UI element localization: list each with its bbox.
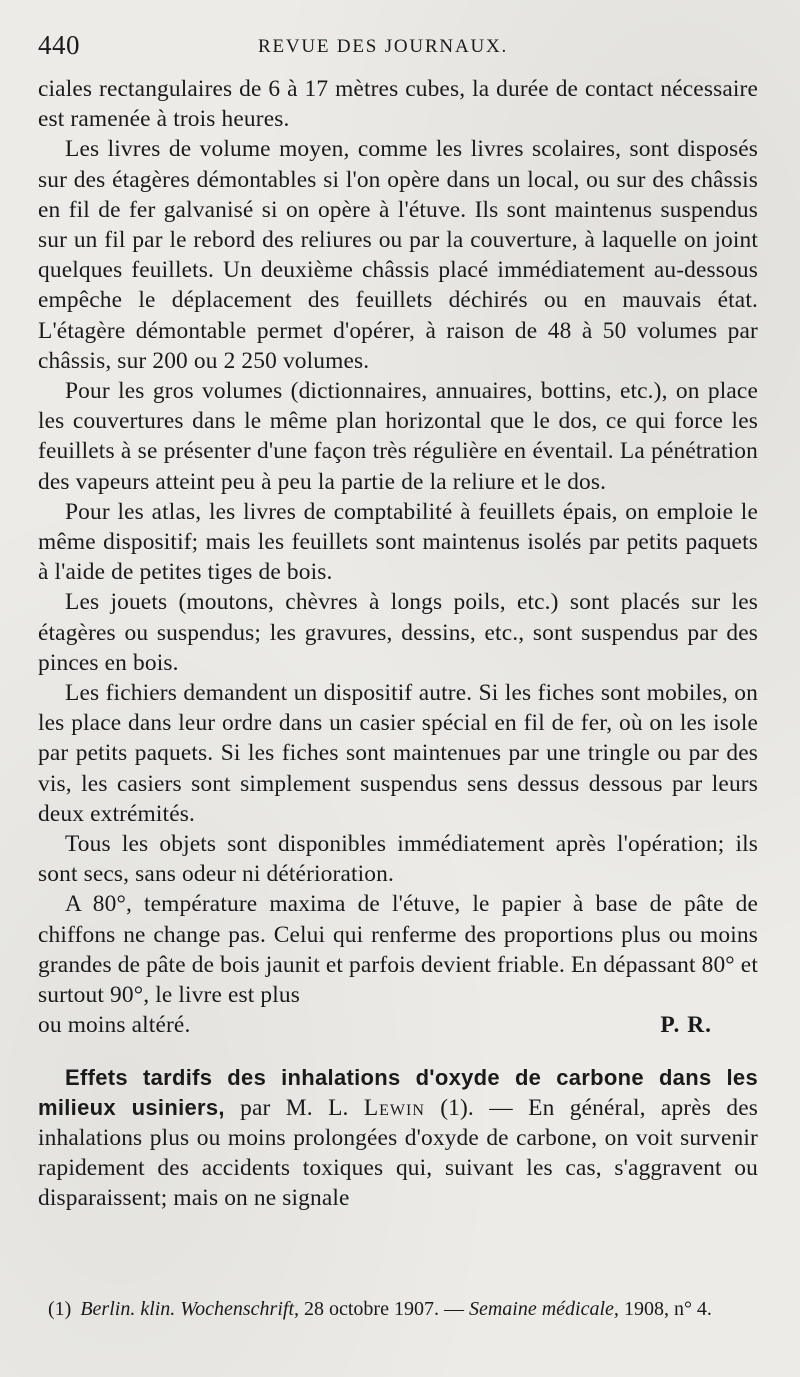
article-text: — En général, après des inhalations plus ou moins prolongées d'oxyde de carbone, on voit survenir rapidement des accidents toxiques qui, suivant les cas, s'aggravent ou disparaissent; mais on ne signale	[38, 1094, 758, 1212]
footnote-reference: (1).	[440, 1094, 474, 1121]
footnote-mark: (1)	[48, 1298, 72, 1320]
article-title: Effets tardifs des inhalations d'oxyde de carbone dans les milieux usiniers,	[38, 1064, 758, 1120]
page-number: 440	[38, 30, 80, 60]
paragraph-last-line: ou moins altéré.	[38, 1012, 191, 1039]
paragraph: Pour les gros volumes (dictionnaires, annuaires, bottins, etc.), on place les couvertures dans le même plan horizontal que le dos, ce qui force les feuillets à se présenter d'une façon très régulière en éventail. La pénétration des vapeurs atteint peu à peu la partie de la reliure et le dos.	[38, 378, 758, 495]
article-author: Lewin	[363, 1094, 425, 1121]
page-header	[38, 30, 760, 66]
paragraph-continuation: ciales rectangulaires de 6 à 17 mètres cubes, la durée de contact nécessaire est ramenée à trois heures.	[38, 76, 758, 133]
footnote-journal: Berlin. klin. Wochenschrift,	[80, 1298, 299, 1320]
paragraph: Les fichiers demandent un dispositif autre. Si les fiches sont mobiles, on les place dans leur ordre dans un casier spécial en fil de fer, où on les isole par petits paquets. Si les fiches sont maintenues par une tringle ou par des vis, les casiers sont simplement suspendus sens dessus dessous par leurs deux extrémités.	[38, 680, 758, 827]
footnote	[38, 1296, 758, 1322]
signature-line	[38, 1010, 758, 1040]
paragraph: Les jouets (moutons, chèvres à longs poils, etc.) sont placés sur les étagères ou suspendus; les gravures, dessins, etc., sont suspendus par des pinces en bois.	[38, 589, 758, 676]
paragraph: Pour les atlas, les livres de comptabilité à feuillets épais, on emploie le même dispositif; mais les feuillets sont maintenus isolés par petits paquets à l'aide de petites tiges de bois.	[38, 498, 758, 586]
footnote-source: Semaine médicale,	[468, 1298, 619, 1320]
paragraph: Tous les objets sont disponibles immédiatement après l'opération; ils sont secs, sans odeur ni détérioration.	[38, 831, 758, 888]
footnote-date: 28 octobre 1907. —	[304, 1298, 464, 1320]
next-article	[38, 1063, 758, 1214]
author-signature: P. R.	[660, 1012, 712, 1039]
footnote-issue: 1908, n° 4.	[623, 1298, 712, 1320]
running-head: REVUE DES JOURNAUX.	[258, 36, 509, 57]
article-byline: par M. L.	[240, 1094, 349, 1121]
article-body	[38, 74, 758, 1214]
paragraph: A 80°, température maxima de l'étuve, le papier à base de pâte de chiffons ne change pas. Celui qui renferme des proportions plus ou moins grandes de pâte de bois jaunit et parfois devient friable. En dépassant 80° et surtout 90°, le livre est plus	[38, 891, 758, 1009]
paragraph: Les livres de volume moyen, comme les livres scolaires, sont disposés sur des étagères démontables si l'on opère dans un local, ou sur des châssis en fil de fer galvanisé si on opère à l'étuve. Ils sont maintenus suspendus sur un fil par le rebord des reliures ou par la couverture, à laquelle on joint quelques feuillets. Un deuxième châssis placé immédiatement au-dessous empêche le déplacement des feuillets déchirés ou en mauvais état. L'étagère démontable permet d'opérer, à raison de 48 à 50 volumes par châssis, sur 200 ou 2 250 volumes.	[38, 136, 758, 374]
